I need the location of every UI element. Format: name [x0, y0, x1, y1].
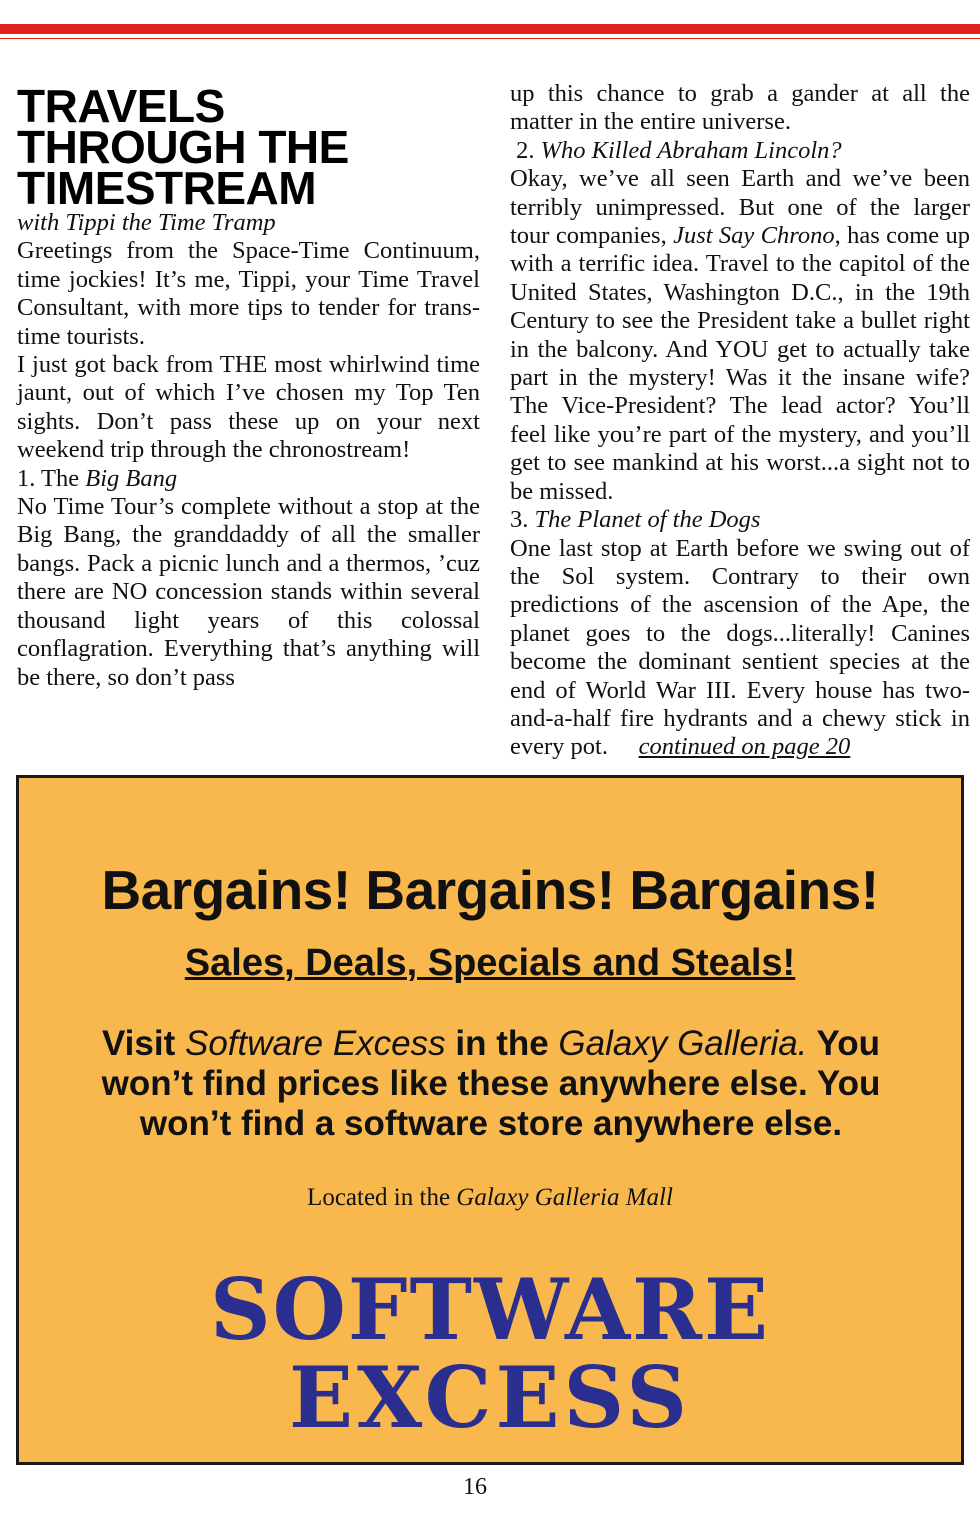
- continued-link[interactable]: continued on page 20: [638, 733, 851, 761]
- item-2-heading: 2. Who Killed Abraham Lincoln?: [516, 136, 842, 164]
- item-1-heading: 1. The Big Bang: [17, 464, 178, 492]
- item-1-body: No Time Tour’s complete without a stop at the Big Bang, the granddaddy of all the smaller bangs. Pack a picnic lunch and a thermos, ’cuz there are NO concession stands within several thousand light years of this colossal conflagration. Everything that’s anything will be there, so don’t pass: [17, 493, 480, 691]
- title-line: TRAVELS: [17, 80, 225, 132]
- logo-line-1: SOFTWARE: [210, 1260, 770, 1359]
- top-thin-rule: [0, 38, 980, 39]
- ad-location-mall: Galaxy Galleria Mall: [456, 1184, 673, 1211]
- ad-store-name: Software Excess: [184, 1024, 446, 1063]
- item-3-title: The Planet of the Dogs: [534, 506, 761, 534]
- tour-company-name: Just Say Chrono: [673, 222, 835, 250]
- ad-body: Visit Software Excess in the Galaxy Galleria. You won’t find prices like these anywhere else. You won’t find a software store anywhere else.: [101, 1024, 881, 1143]
- article-left-column: [17, 78, 480, 692]
- article-title: [17, 80, 480, 214]
- title-line: THROUGH THE: [17, 121, 349, 173]
- logo-line-2: EXCESS: [288, 1348, 692, 1447]
- title-line: TIMESTREAM: [17, 162, 317, 214]
- ad-subhead: Sales, Deals, Specials and Steals!: [184, 942, 796, 984]
- item-3-body: One last stop at Earth before we swing out of the Sol system. Contrary to their own predictions of the ascension of the Ape, the planet goes to the dogs...literally! Canines become the dominant sentient species at the end of World War III. Every house has two-and-a-half fire hydrants and a chewy stick in every pot. continued on page 20: [510, 534, 970, 761]
- intro-paragraph: Greetings from the Space-Time Continuum, time jockies! It’s me, Tippi, your Time Travel Consultant, with more tips to tender for trans-time tourists.: [17, 237, 480, 350]
- page-number: 16: [463, 1474, 487, 1500]
- item-3-heading: 3. The Planet of the Dogs: [510, 506, 761, 534]
- ad-headline: Bargains! Bargains! Bargains!: [101, 859, 879, 921]
- intro-paragraph-2: I just got back from THE most whirlwind time jaunt, out of which I’ve chosen my Top Ten sights. Don’t pass these up on your next weekend trip through the chronostream!: [17, 351, 480, 464]
- item-1-title: Big Bang: [85, 464, 178, 492]
- top-red-rule: [0, 24, 980, 34]
- item-1-body-continued: up this chance to grab a gander at all the matter in the entire universe.: [510, 80, 970, 136]
- ad-location: Located in the Galaxy Galleria Mall: [307, 1184, 673, 1211]
- software-excess-ad: [16, 775, 964, 1465]
- byline: with Tippi the Time Tramp: [17, 209, 276, 236]
- item-2-body: Okay, we’ve all seen Earth and we’ve been terribly unimpressed. But one of the larger tour companies, Just Say Chrono, has come up with a terrific idea. Travel to the capitol of the United States, Washington D.C., in the 19th Century to see the President take a bullet right in the balcony. And YOU get to actually take part in the mystery! Was it the insane wife? The Vice-President? The lead actor? You’ll feel like you’re part of the mystery, and you’ll get to see mankind at his worst...a sight not to be missed.: [510, 165, 970, 505]
- software-excess-logo: [19, 1260, 961, 1447]
- article-right-column: [510, 80, 970, 762]
- ad-mall-name: Galaxy Galleria.: [558, 1024, 808, 1063]
- item-2-title: Who Killed Abraham Lincoln?: [540, 136, 842, 164]
